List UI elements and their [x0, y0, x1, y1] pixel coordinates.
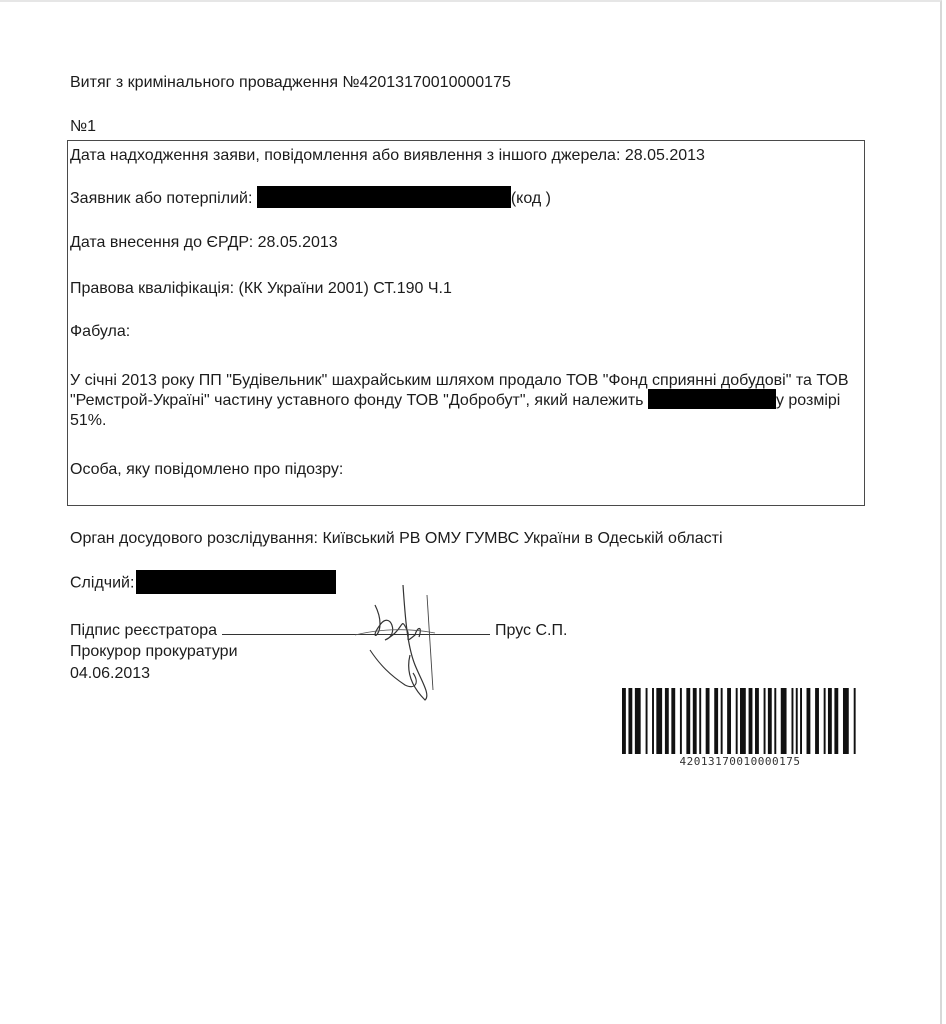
- investigation-body: Орган досудового розслідування: Київський РВ ОМУ ГУМВС України в Одеській області: [70, 530, 723, 547]
- prosecutor-label: Прокурор прокуратури: [70, 643, 238, 660]
- barcode-bar: [706, 688, 710, 754]
- barcode-bar: [699, 688, 701, 754]
- barcode-bar: [807, 688, 811, 754]
- barcode-bar: [665, 688, 669, 754]
- barcode-bar: [824, 688, 826, 754]
- redacted-owner: [648, 389, 776, 409]
- barcode: [622, 688, 858, 758]
- handwritten-signature: [345, 575, 455, 705]
- applicant-label: Заявник або потерпілий:: [70, 190, 253, 207]
- barcode-bar: [622, 688, 626, 754]
- barcode-bar: [774, 688, 776, 754]
- entry-number: №1: [70, 118, 97, 135]
- legal-qualification: Правова кваліфікація: (КК України 2001) СТ.190 Ч.1: [70, 280, 452, 297]
- applicant-code: (код ): [510, 190, 552, 207]
- barcode-bar: [800, 688, 802, 754]
- barcode-bar: [834, 688, 838, 754]
- redacted-applicant: [257, 186, 511, 208]
- fabula-text: [70, 371, 850, 431]
- barcode-bar: [727, 688, 731, 754]
- investigator-row: [70, 573, 336, 594]
- barcode-bar: [686, 688, 690, 754]
- erdr-date: Дата внесення до ЄРДР: 28.05.2013: [70, 234, 338, 251]
- barcode-bar: [755, 688, 759, 754]
- barcode-bar: [736, 688, 738, 754]
- document-title: Витяг з кримінального провадження №42013170010000175: [70, 74, 511, 91]
- barcode-number: 42013170010000175: [679, 755, 801, 768]
- barcode-bar: [671, 688, 675, 754]
- registrar-row: [70, 620, 567, 641]
- registrar-name: Прус С.П.: [495, 622, 568, 639]
- fabula-text-part-1: У січні 2013 року ПП "Будівельник" шахрайським шляхом продало ТОВ "Фонд сприянні добудові" та ТОВ "Ремстрой-Україні" частину уставного фонду ТОВ "Добробут", який належить: [70, 372, 849, 409]
- document-date: 04.06.2013: [70, 665, 151, 682]
- barcode-bar: [628, 688, 632, 754]
- barcode-bar: [764, 688, 766, 754]
- registrar-signature-label: Підпис реєстратора: [70, 622, 218, 639]
- barcode-bar: [656, 688, 662, 754]
- suspect-label: Особа, яку повідомлено про підозру:: [70, 461, 344, 478]
- barcode-bar: [796, 688, 798, 754]
- barcode-bar: [791, 688, 793, 754]
- redacted-investigator: [136, 570, 336, 594]
- record-box: [67, 140, 865, 506]
- barcode-bar: [721, 688, 723, 754]
- barcode-bar: [635, 688, 641, 754]
- barcode-bar: [680, 688, 682, 754]
- barcode-bar: [768, 688, 772, 754]
- barcode-bar: [693, 688, 697, 754]
- barcode-bar: [652, 688, 654, 754]
- barcode-bar: [646, 688, 648, 754]
- fabula-text-part-2: у розмірі 51%.: [70, 392, 841, 429]
- applicant-row: [70, 189, 551, 209]
- barcode-bar: [749, 688, 753, 754]
- barcode-bar: [740, 688, 746, 754]
- barcode-bar: [843, 688, 849, 754]
- barcode-bar: [781, 688, 787, 754]
- date-received: Дата надходження заяви, повідомлення або виявлення з іншого джерела: 28.05.2013: [70, 147, 705, 164]
- investigator-label: Слідчий:: [70, 574, 135, 592]
- barcode-bar: [714, 688, 718, 754]
- fabula-label: Фабула:: [70, 323, 131, 340]
- barcode-bar: [815, 688, 819, 754]
- barcode-bar: [828, 688, 832, 754]
- barcode-bar: [854, 688, 856, 754]
